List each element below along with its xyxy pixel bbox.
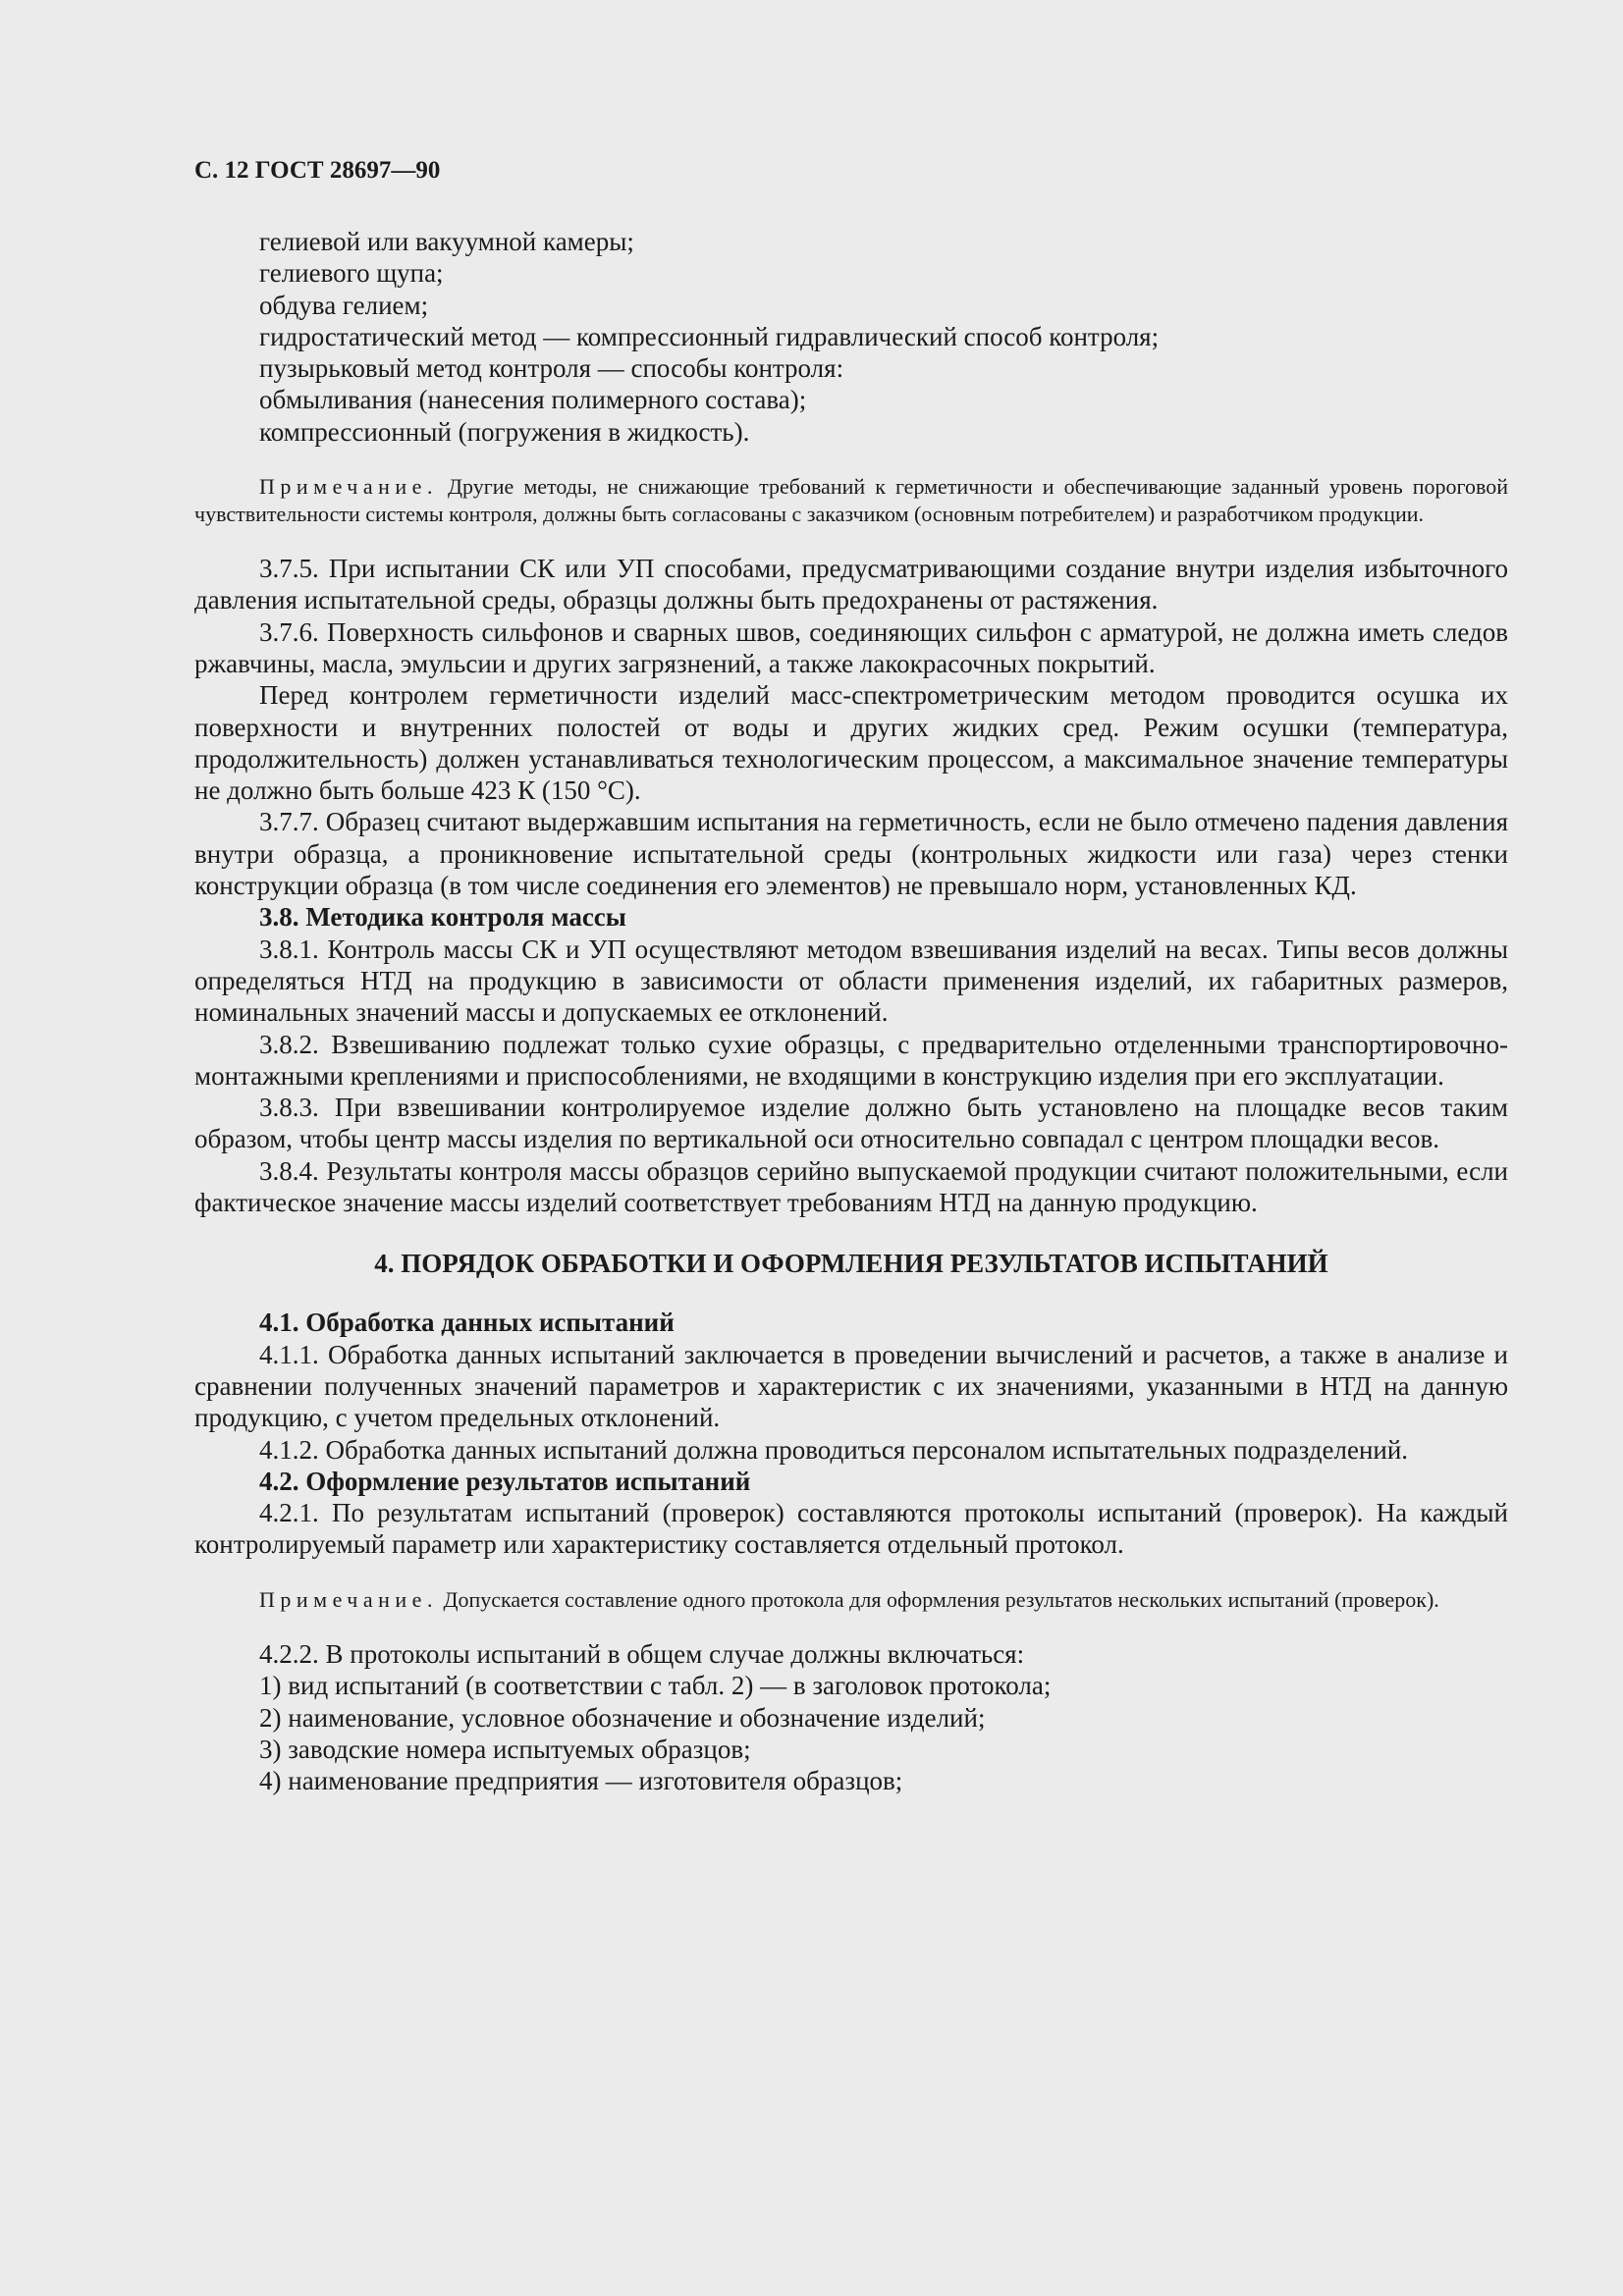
note-1 [194,473,1508,527]
paragraph-4-2-2: 4.2.2. В протоколы испытаний в общем случае должны включаться: [259,1639,1025,1670]
paragraph-4-1-2: 4.1.2. Обработка данных испытаний должна проводиться персоналом испытательных подразделений. [259,1434,1409,1465]
paragraph-3-7-6-b: Перед контролем герметичности изделий масс-спектрометрическим методом проводится осушка их поверхности и внутренних полостей от воды и других жидких сред. Режим осушки (температура, продолжительность) должен устанавливаться технологическим процессом, а максимальное значение температуры не должно быть больше 423 К (150 °С). [194,680,1508,806]
paragraph-3-8-3: 3.8.3. При взвешивании контролируемое изделие должно быть установлено на площадке весов таким образом, чтобы центр массы изделия по вертикальной оси относительно совпадал с центром площадки весов. [194,1093,1508,1154]
note-text: Допускается составление одного протокола для оформления результатов нескольких испытаний (проверок). [437,1586,1439,1612]
list-item: 1) вид испытаний (в соответствии с табл. 2) — в заголовок протокола; [259,1671,1052,1701]
page-header: С. 12 ГОСТ 28697—90 [194,157,441,184]
list-item: гидростатический метод — компрессионный гидравлический способ контроля; [259,321,1160,351]
note-2 [194,1586,1508,1614]
heading-3-8: 3.8. Методика контроля массы [259,902,626,933]
document-page [194,155,1508,1797]
protocol-items-list [194,1670,1508,1796]
list-item: компрессионный (погружения в жидкость). [259,416,750,447]
list-item: обдува гелием; [259,290,429,320]
paragraph-3-8-2: 3.8.2. Взвешиванию подлежат только сухие образцы, с предварительно отделенными транспортировочно-монтажными креплениями и приспособлениями, не входящими в конструкцию изделия при его эксплуатации. [194,1029,1508,1091]
list-item: пузырьковый метод контроля — способы контроля: [259,353,844,384]
paragraph-3-8-4: 3.8.4. Результаты контроля массы образцов серийно выпускаемой продукции считают положительными, если фактическое значение массы изделий соответствует требованиям НТД на данную продукцию. [194,1155,1508,1218]
intro-list [194,226,1508,448]
note-text: Другие методы, не снижающие требований к герметичности и обеспечивающие заданный уровень пороговой чувствительности системы контроля, должны быть согласованы с заказчиком (основным потребителем) и разработчиком продукции. [194,474,1508,526]
list-item: 4) наименование предприятия — изготовителя образцов; [259,1766,903,1796]
paragraph-4-1-1: 4.1.1. Обработка данных испытаний заключается в проведении вычислений и расчетов, а также в анализе и сравнении полученных значений параметров и характеристик с их значениями, указанными в НТД на данную продукцию, с учетом предельных отклонений. [194,1339,1508,1433]
note-label: Примечание. [259,474,438,500]
paragraph-3-8-1: 3.8.1. Контроль массы СК и УП осуществляют методом взвешивания изделий на весах. Типы весов должны определяться НТД на продукцию в зависимости от области применения изделий, их габаритных размеров, номинальных значений массы и допускаемых ее отклонений. [194,934,1508,1028]
list-item: 2) наименование, условное обозначение и обозначение изделий; [259,1702,986,1733]
section-4-title: 4. ПОРЯДОК ОБРАБОТКИ И ОФОРМЛЕНИЯ РЕЗУЛЬТАТОВ ИСПЫТАНИЙ [374,1249,1328,1279]
heading-4-1: 4.1. Обработка данных испытаний [259,1308,675,1338]
paragraph-3-7-6: 3.7.6. Поверхность сильфонов и сварных швов, соединяющих сильфон с арматурой, не должна иметь следов ржавчины, масла, эмульсии и других загрязнений, а также лакокрасочных покрытий. [194,616,1508,678]
list-item: гелиевого щупа; [259,258,444,289]
list-item: 3) заводские номера испытуемых образцов; [259,1735,751,1765]
list-item: гелиевой или вакуумной камеры; [259,227,634,256]
paragraph-4-2-1: 4.2.1. По результатам испытаний (проверок) составляются протоколы испытаний (проверок). На каждый контролируемый параметр или характеристику составляется отдельный протокол. [194,1498,1508,1560]
paragraph-3-7-5: 3.7.5. При испытании СК или УП способами, предусматривающими создание внутри изделия избыточного давления испытательной среды, образцы должны быть предохранены от растяжения. [194,554,1508,615]
note-label: Примечание. [259,1586,438,1612]
heading-4-2: 4.2. Оформление результатов испытаний [259,1466,751,1496]
paragraph-3-7-7: 3.7.7. Образец считают выдержавшим испытания на герметичность, если не было отмечено падения давления внутри образца, а проникновение испытательной среды (контрольных жидкости или газа) через стенки конструкции образца (в том числе соединения его элементов) не превышало норм, установленных КД. [194,807,1508,901]
list-item: обмыливания (нанесения полимерного состава); [259,385,807,415]
